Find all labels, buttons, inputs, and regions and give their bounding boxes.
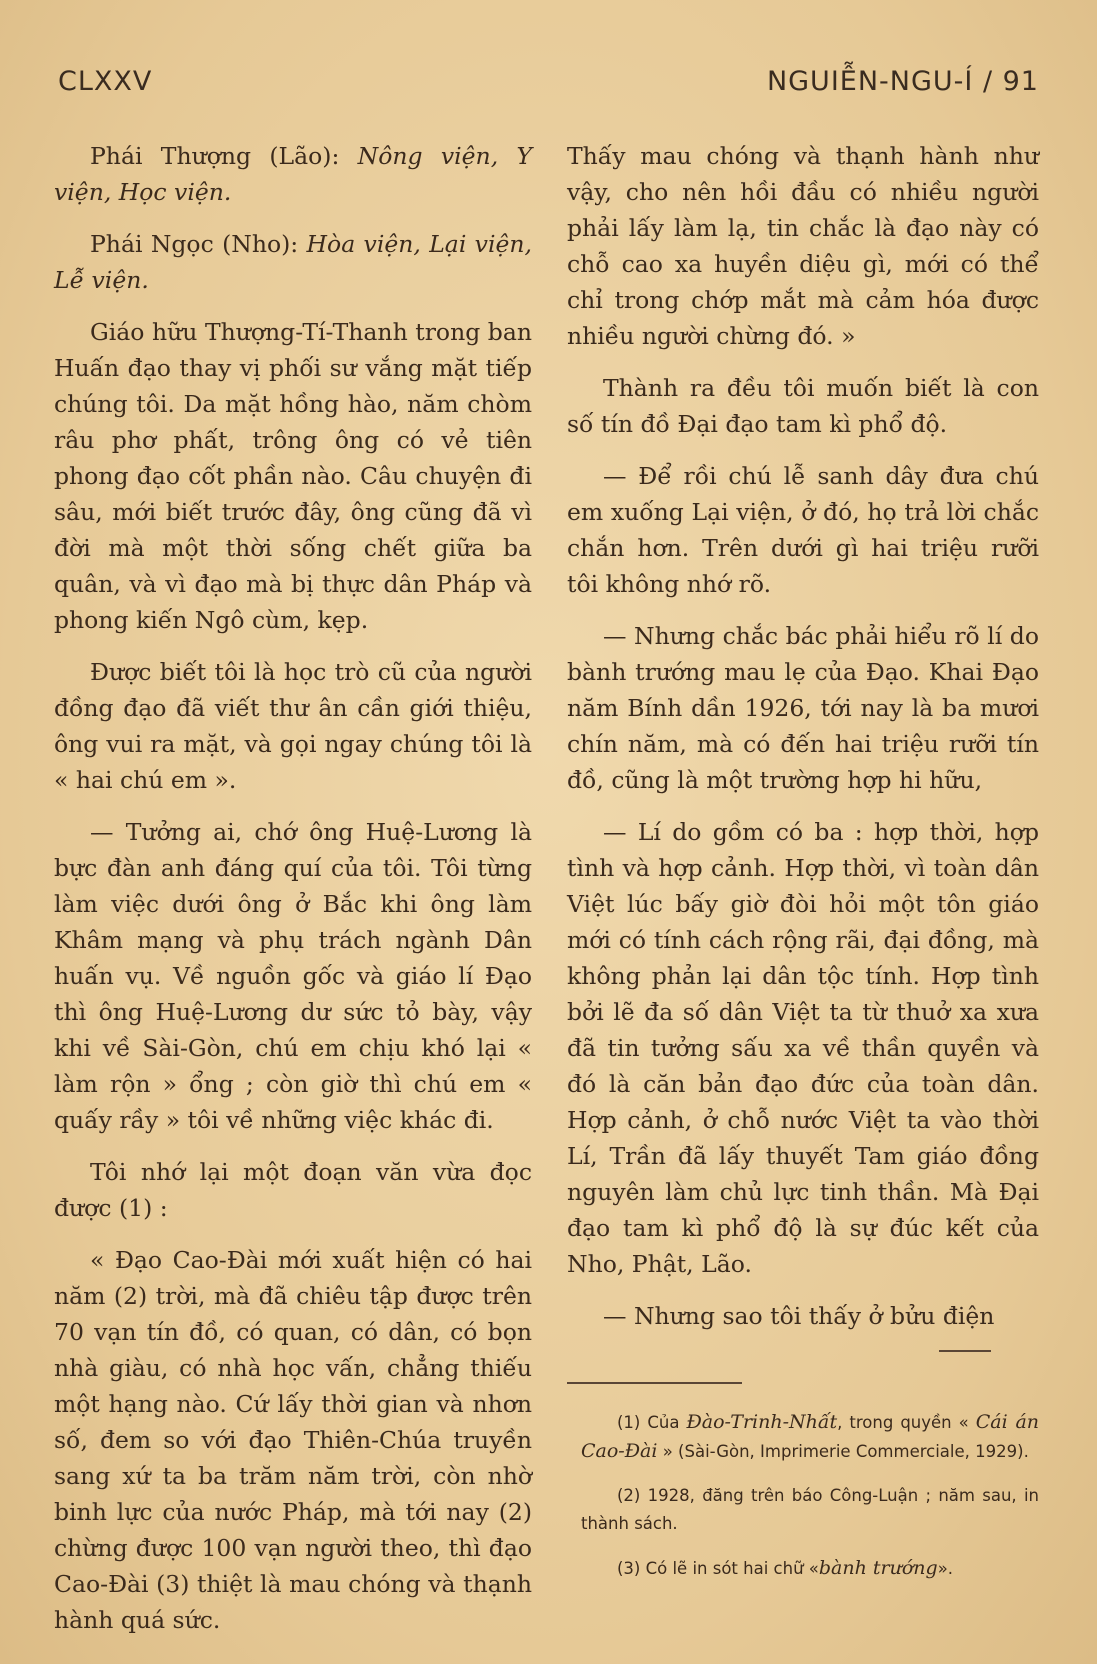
- phai-thuong-items: Nông viện, Y viện, Học viện.: [54, 142, 532, 206]
- phai-ngoc-items: Hòa viện, Lại viện, Lễ viện.: [54, 230, 532, 294]
- paragraph: — Nhưng chắc bác phải hiểu rõ lí do bành trướng mau lẹ của Đạo. Khai Đạo năm Bính dần 1926, tới nay là ba mươi chín năm, mà có đến hai triệu rưỡi tín đồ, cũng là một trường hợp hi hữu,: [567, 622, 1039, 794]
- running-title-page-number: NGUIỄN-NGU-Í / 91: [766, 66, 1039, 97]
- paragraph: Tôi nhớ lại một đoạn văn vừa đọc được (1) :: [54, 1158, 532, 1222]
- column-end-rule: [939, 1350, 991, 1352]
- footnote-3: [567, 1554, 1039, 1583]
- quotation-paragraph: « Đạo Cao-Đài mới xuất hiện có hai năm (2) trời, mà đã chiêu tập được trên 70 vạn tín đồ, có quan, có dân, có bọn nhà giàu, có nhà học vấn, chẳng thiếu một hạng nào. Cứ lấy thời gian và nhơn số, đem so với đạo Thiên-Chúa truyền sang xứ ta ba trăm năm trời, còn nhờ binh lực của nước Pháp, mà tới nay (2) chừng được 100 vạn người theo, thì đạo Cao-Đài (3) thiệt là mau chóng và thạnh hành quá sức.: [54, 1246, 532, 1634]
- left-column: [54, 138, 532, 1654]
- paragraph: Được biết tôi là học trò cũ của người đồng đạo đã viết thư ân cần giới thiệu, ông vui ra mặt, và gọi ngay chúng tôi là « hai chú em ».: [54, 658, 532, 794]
- paragraph: Thành ra đều tôi muốn biết là con số tín đồ Đại đạo tam kì phổ độ.: [567, 374, 1039, 438]
- paragraph: — Để rồi chú lễ sanh dây đưa chú em xuống Lại viện, ở đó, họ trả lời chắc chắn hơn. Trên dưới gì hai triệu rưỡi tôi không nhớ rõ.: [567, 462, 1039, 598]
- footnote-2: (2) 1928, đăng trên báo Công-Luận ; năm sau, in thành sách.: [581, 1486, 1039, 1533]
- footnote-book-title: Cái án Cao-Đài: [581, 1411, 1040, 1462]
- paragraph-phai-ngoc: [54, 226, 532, 298]
- footnote-author: Đào-Trinh-Nhất: [686, 1411, 838, 1433]
- footnote-italic-words: bành trướng: [818, 1557, 938, 1579]
- footnote-text: ».: [937, 1559, 954, 1578]
- paragraph: — Tưởng ai, chớ ông Huệ-Lương là bực đàn anh đáng quí của tôi. Tôi từng làm việc dưới ông ở Bắc khi ông làm Khâm mạng và phụ trách ngành Dân huấn vụ. Về nguồn gốc và giáo lí Đạo thì ông Huệ-Lương dư sức tỏ bày, vậy khi về Sài-Gòn, chú em chịu khó lại « làm rộn » ổng ; còn giờ thì chú em « quấy rầy » tôi về những việc khác đi.: [54, 818, 532, 1134]
- footnote-text: (1) Của: [617, 1413, 687, 1432]
- phai-thuong-label: Phái Thượng (Lão):: [90, 142, 358, 170]
- footnote-separator: [567, 1382, 742, 1384]
- chapter-number: CLXXV: [58, 66, 153, 97]
- page-header: [58, 66, 1039, 106]
- footnote-text: , trong quyền «: [837, 1413, 976, 1432]
- paragraph: — Lí do gồm có ba : hợp thời, hợp tình và hợp cảnh. Hợp thời, vì toàn dân Việt lúc bấy giờ đòi hỏi một tôn giáo mới có tính cách rộng rãi, đại đồng, mà không phản lại dân tộc tính. Hợp tình bởi lẽ đa số dân Việt ta từ thuở xa xưa đã tin tưởng sấu xa về thần quyền và đó là căn bản đạo đức của toàn dân. Hợp cảnh, ở chỗ nước Việt ta vào thời Lí, Trần đã lấy thuyết Tam giáo đồng nguyên làm chủ lực tinh thần. Mà Đại đạo tam kì phổ độ là sự đúc kết của Nho, Phật, Lão.: [567, 818, 1039, 1278]
- paragraph-phai-thuong: [54, 138, 532, 210]
- footnote-text: (3) Có lẽ in sót hai chữ «: [617, 1559, 819, 1578]
- right-column: [567, 138, 1039, 1599]
- paragraph: — Nhưng sao tôi thấy ở bửu điện: [603, 1302, 995, 1330]
- quotation-continuation: Thấy mau chóng và thạnh hành như vậy, cho nên hồi đầu có nhiều người phải lấy làm lạ, tin chắc là đạo này có chỗ cao xa huyền diệu gì, mới có thể chỉ trong chớp mắt mà cảm hóa được nhiều người chừng đó. »: [567, 142, 1039, 350]
- footnote-text: » (Sài-Gòn, Imprimerie Commerciale, 1929).: [657, 1442, 1029, 1461]
- paragraph: Giáo hữu Thượng-Tí-Thanh trong ban Huấn đạo thay vị phối sư vắng mặt tiếp chúng tôi. Da mặt hồng hào, năm chòm râu phơ phất, trông ông có vẻ tiên phong đạo cốt phần nào. Câu chuyện đi sâu, mới biết trước đây, ông cũng đã vì đời mà một thời sống chết giữa ba quân, và vì đạo mà bị thực dân Pháp và phong kiến Ngô cùm, kẹp.: [54, 318, 532, 634]
- phai-ngoc-label: Phái Ngọc (Nho):: [90, 230, 307, 258]
- footnote-1: [567, 1408, 1039, 1466]
